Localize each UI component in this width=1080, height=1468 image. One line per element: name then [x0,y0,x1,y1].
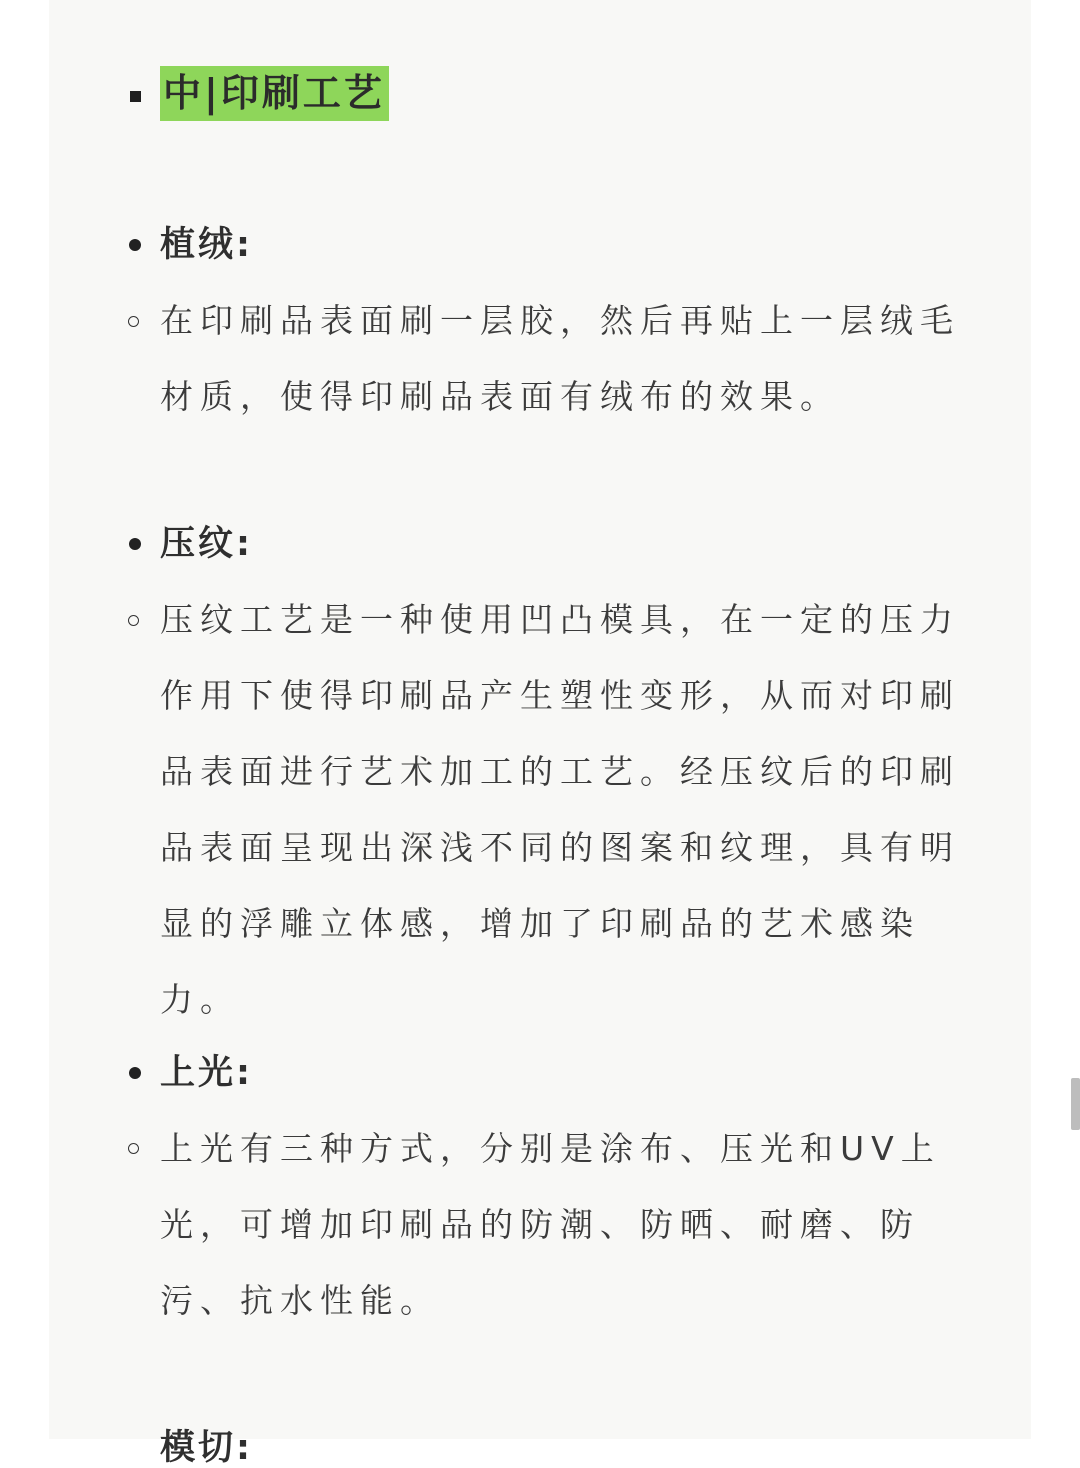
disc-bullet-icon [129,239,141,251]
section-title: 植绒: [160,225,253,265]
disc-bullet-icon [129,538,141,550]
section-title: 上光: [160,1053,253,1093]
section-title: 压纹: [160,524,253,564]
section-title: 模切: [160,1428,253,1468]
scrollbar-thumb[interactable] [1071,1078,1080,1130]
circle-bullet-icon [128,615,139,626]
section-heading [49,66,1031,121]
circle-bullet-icon [128,316,139,327]
section-body: 在印刷品表面刷一层胶，然后再贴上一层绒毛材质，使得印刷品表面有绒布的效果。 [160,301,960,416]
section-body: 压纹工艺是一种使用凹凸模具，在一定的压力作用下使得印刷品产生塑性变形，从而对印刷品表面进行艺术加工的工艺。经压纹后的印刷品表面呈现出深浅不同的图案和纹理，具有明显的浮雕立体感，增加了印刷品的艺术感染力。 [160,600,960,1019]
heading-title: 中|印刷工艺 [160,66,389,121]
section-body: 上光有三种方式，分别是涂布、压光和UV上光，可增加印刷品的防潮、防晒、耐磨、防污、抗水性能。 [160,1129,941,1320]
square-bullet-icon [130,91,141,102]
article-page [49,0,1031,1468]
circle-bullet-icon [128,1143,139,1154]
disc-bullet-icon [129,1067,141,1079]
